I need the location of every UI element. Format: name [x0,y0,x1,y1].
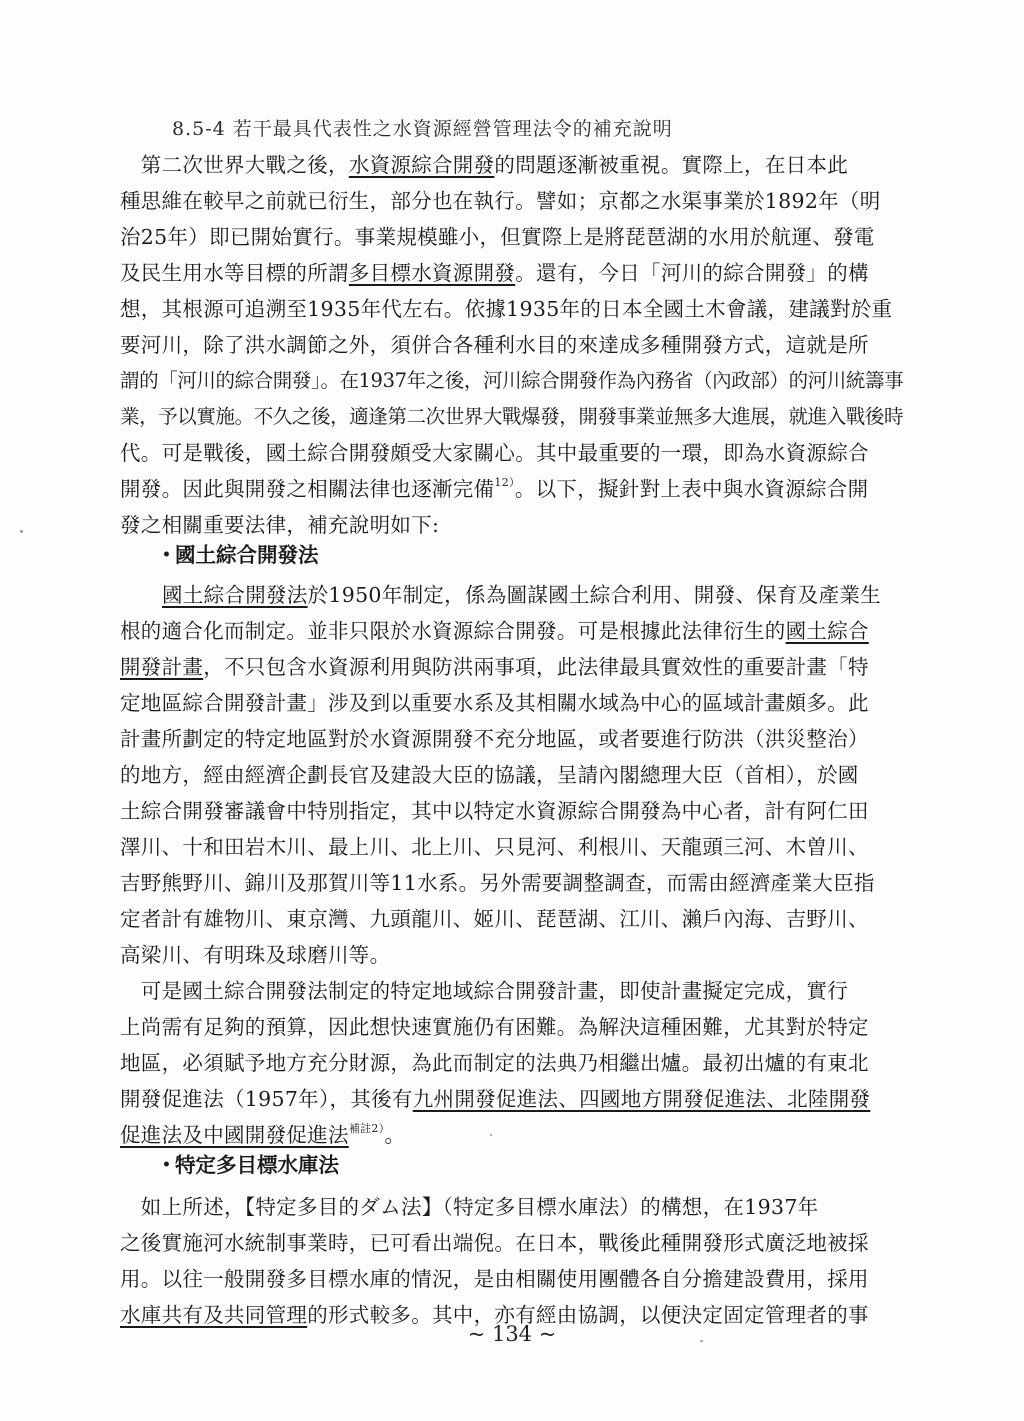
underlined-term: 水資源綜合開發 [348,153,495,177]
paragraph-line: 謂的「河川的綜合開發」。在1937年之後，河川綜合開發作為內務省（內政部）的河川統籌事 [120,369,904,392]
text-span: 開發。因此與開發之相關法律也逐漸完備 [120,477,495,501]
text-span: 。以下，擬針對上表中與水資源綜合開 [514,477,869,501]
bullet-icon: • [162,1157,171,1173]
paragraph-line: 用。以往一般開發多目標水庫的情況，是由相關使用團體各自分擔建設費用，採用 [120,1267,869,1291]
text-span: 的問題逐漸被重視。實際上，在日本此 [494,153,849,177]
bullet-heading [162,1150,339,1180]
paragraph-line [120,258,940,288]
scan-speck [700,1340,703,1342]
paragraph-line: 想，其根源可追溯至1935年代左右。依據1935年的日本全國土木會議，建議對於重 [120,297,893,321]
paragraph-line [120,1084,940,1114]
underlined-term: 水庫共有及共同管理 [120,1303,308,1327]
paragraph-line: 的地方，經由經濟企劃長官及建設大臣的協議，呈請內閣總理大臣（首相），於國 [120,763,859,787]
paragraph-line: 之後實施河水統制事業時，已可看出端倪。在日本，戰後此種開發形式廣泛地被採 [120,1231,869,1255]
text-span: 的形式較多。其中，亦有經由協調，以便決定固定管理者的事 [307,1303,869,1327]
bullet-heading [162,540,318,570]
text-span: ，不只包含水資源利用與防洪兩事項，此法律最具實效性的重要計畫「特 [203,655,869,679]
text-span: 。 [384,1123,406,1147]
paragraph-line: 發之相關重要法律，補充說明如下: [120,513,440,537]
bullet-icon: • [162,547,171,563]
paragraph-line: 澤川、十和田岩木川、最上川、北上川、只見河、利根川、天龍頭三河、木曽川、 [120,835,869,859]
text-span: 及民生用水等目標的所謂 [120,261,349,285]
paragraph-line [120,474,940,504]
paragraph-line: 如上所述，【特定多目的ダム法】（特定多目標水庫法）的構想，在1937年 [120,1195,819,1219]
paragraph-line [120,580,940,610]
underlined-term: 促進法及中國開發促進法 [120,1123,349,1147]
paragraph-line [120,1120,940,1150]
paragraph-line: 土綜合開發審議會中特別指定，其中以特定水資源綜合開發為中心者，計有阿仁田 [120,799,869,823]
paragraph-line: 治25年）即已開始實行。事業規模雖小，但實際上是將琵琶湖的水用於航運、發電 [120,225,875,249]
underlined-term: 多目標水資源開發 [348,261,516,285]
footnote-ref: 12） [494,476,515,489]
scan-speck [490,1134,492,1136]
paragraph-line: 高梁川、有明珠及球磨川等。 [120,943,391,967]
paragraph-line [120,616,940,646]
underlined-term: 九州開發促進法、四國地方開發促進法、北陸開發 [412,1087,871,1111]
bullet-title: 特定多目標水庫法 [174,1153,339,1177]
paragraph-line: 吉野熊野川、錦川及那賀川等11水系。另外需要調整調查，而需由經濟產業大臣指 [120,871,875,895]
footnote-ref: 補註2） [348,1122,385,1135]
page-number: ~ 134 ~ [467,1322,557,1346]
paragraph-line: 計畫所劃定的特定地區對於水資源開發不充分地區，或者要進行防洪（洪災整治） [120,727,869,751]
paragraph-line [120,150,940,180]
paragraph-line: 可是國土綜合開發法制定的特定地域綜合開發計畫，即使計畫擬定完成，實行 [120,979,848,1003]
text-span: 於1950年制定，係為圖謀國土綜合利用、開發、保育及產業生 [307,583,881,607]
paragraph-line: 地區，必須賦予地方充分財源，為此而制定的法典乃相繼出爐。最初出爐的有東北 [120,1051,869,1075]
paragraph-line: 種思維在較早之前就已衍生，部分也在執行。譬如；京都之水渠事業於1892年（明 [120,189,881,213]
paragraph-line: 代。可是戰後，國土綜合開發頗受大家關心。其中最重要的一環，即為水資源綜合 [120,441,869,465]
underlined-term: 國土綜合 [785,619,869,643]
text-span: 根的適合化而制定。並非只限於水資源綜合開發。可是根據此法律衍生的 [120,619,786,643]
underlined-term: 國土綜合開發法 [162,583,308,607]
paragraph-line: 定者計有雄物川、東京灣、九頭龍川、姬川、琵琶湖、江川、瀨戶內海、吉野川、 [120,907,869,931]
paragraph-line: 上尚需有足夠的預算，因此想快速實施仍有困難。為解決這種困難，尤其對於特定 [120,1015,869,1039]
text-span: 第二次世界大戰之後， [120,153,349,177]
paragraph-line: 定地區綜合開發計畫」涉及到以重要水系及其相關水域為中心的區域計畫頗多。此 [120,691,869,715]
bullet-title: 國土綜合開發法 [174,543,319,567]
text-span: 。還有，今日「河川的綜合開發」的構 [515,261,869,285]
paragraph-line: 業，予以實施。不久之後，適逢第二次世界大戰爆發，開發事業並無多大進展，就進入戰後時 [120,405,904,428]
paragraph-line [120,652,940,682]
text-span: 開發促進法（1957年），其後有 [120,1087,413,1111]
section-heading: 8.5-4 若干最具代表性之水資源經營管理法令的補充說明 [172,118,673,140]
scan-speck [20,530,23,533]
paragraph-line: 要河川，除了洪水調節之外，須併合各種利水目的來達成多種開發方式，這就是所 [120,333,869,357]
underlined-term: 開發計畫 [120,655,204,679]
